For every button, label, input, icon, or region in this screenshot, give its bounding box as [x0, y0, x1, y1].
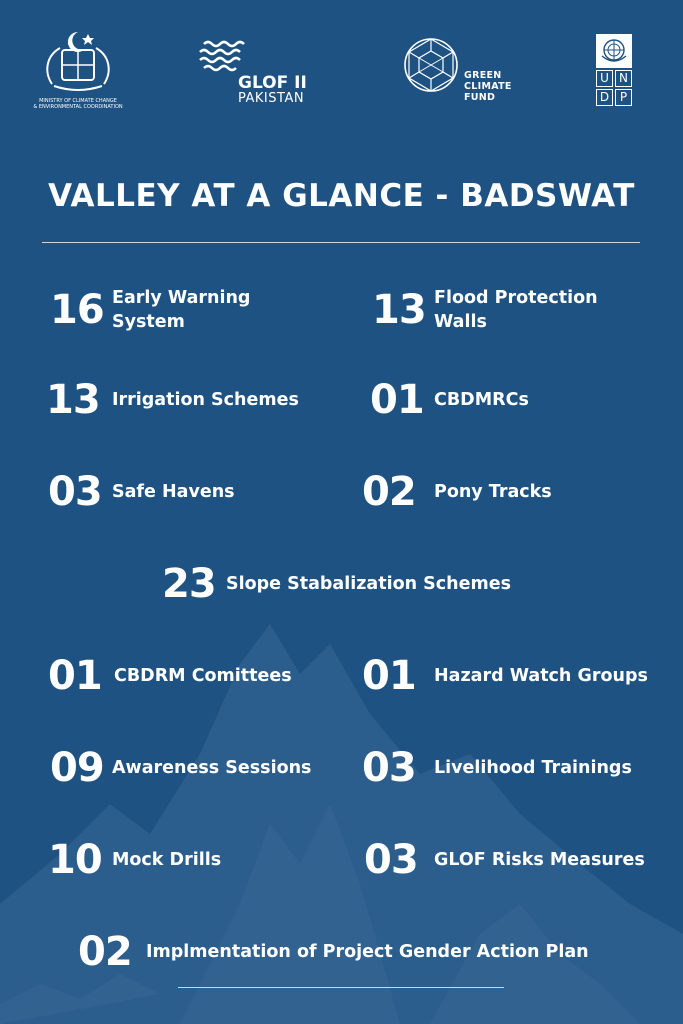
stat-number: 13: [46, 377, 100, 423]
stat-label: Hazard Watch Groups: [434, 666, 648, 686]
stat-label-line1: Flood Protection: [434, 288, 598, 308]
stat-glof-risks-measures: [364, 837, 645, 883]
ministry-logo: [28, 28, 128, 116]
stat-number: 03: [48, 469, 102, 515]
stat-label-line2: Walls: [434, 312, 487, 332]
stat-label: Irrigation Schemes: [112, 390, 299, 410]
stat-slope-stabalization-schemes: [162, 561, 511, 607]
stat-irrigation-schemes: [46, 377, 299, 423]
stat-gender-action-plan: [78, 929, 589, 975]
stat-label: [112, 286, 250, 334]
ministry-name-line2: & ENVIRONMENTAL COORDINATION: [33, 104, 123, 110]
stat-label: GLOF Risks Measures: [434, 850, 645, 870]
geodesic-sphere-icon: [402, 36, 460, 94]
stat-cbdmrcs: [370, 377, 529, 423]
stat-label: Safe Havens: [112, 482, 235, 502]
gcf-line2: CLIMATE: [464, 81, 512, 92]
gcf-line1: GREEN: [464, 70, 502, 81]
undp-logo: [596, 34, 632, 106]
page-title: VALLEY AT A GLANCE - BADSWAT: [48, 178, 635, 214]
stat-safe-havens: [48, 469, 235, 515]
stat-label: CBDMRCs: [434, 390, 529, 410]
pakistan-emblem-icon: [28, 28, 128, 94]
stat-hazard-watch-groups: [362, 653, 648, 699]
stat-awareness-sessions: [50, 745, 312, 791]
stat-number: 01: [370, 377, 424, 423]
stat-label-line2: System: [112, 312, 185, 332]
stat-number: 10: [48, 837, 102, 883]
stat-number: 02: [78, 929, 132, 975]
green-climate-fund-logo: [402, 36, 532, 108]
stat-flood-protection-walls: [372, 286, 598, 334]
stat-number: 13: [372, 287, 426, 333]
gcf-line3: FUND: [464, 92, 496, 103]
stat-number: 03: [362, 745, 416, 791]
undp-letter-n: N: [615, 70, 632, 87]
stat-number: 09: [50, 745, 104, 791]
glof-ii-logo: [196, 34, 326, 110]
un-emblem-icon: [596, 34, 632, 68]
stat-number: 16: [50, 287, 104, 333]
stat-label: [434, 286, 598, 334]
stat-early-warning-system: [50, 286, 250, 334]
bottom-divider: [178, 987, 504, 988]
glof-ii-label: GLOF II: [238, 73, 307, 93]
stat-number: 02: [362, 469, 416, 515]
undp-letter-u: U: [596, 70, 613, 87]
stat-label-line1: Early Warning: [112, 288, 251, 308]
stat-number: 01: [362, 653, 416, 699]
stat-label: Awareness Sessions: [112, 758, 312, 778]
undp-letter-d: D: [596, 89, 613, 106]
title-divider: [42, 242, 640, 243]
ministry-name-line1: MINISTRY OF CLIMATE CHANGE: [39, 98, 117, 104]
stat-label: Livelihood Trainings: [434, 758, 632, 778]
stat-label: Implmentation of Project Gender Action Plan: [146, 942, 589, 962]
stat-label: CBDRM Comittees: [114, 666, 292, 686]
waves-icon: [198, 34, 246, 78]
stat-number: 03: [364, 837, 418, 883]
stat-number: 01: [48, 653, 102, 699]
stat-cbdrm-comittees: [48, 653, 292, 699]
stat-label: Mock Drills: [112, 850, 222, 870]
glof-pakistan-label: PAKISTAN: [238, 91, 305, 106]
stat-livelihood-trainings: [362, 745, 632, 791]
stat-pony-tracks: [362, 469, 552, 515]
stat-number: 23: [162, 561, 216, 607]
stat-label: Pony Tracks: [434, 482, 552, 502]
undp-letter-p: P: [615, 89, 632, 106]
stat-label: Slope Stabalization Schemes: [226, 574, 511, 594]
stat-mock-drills: [48, 837, 222, 883]
